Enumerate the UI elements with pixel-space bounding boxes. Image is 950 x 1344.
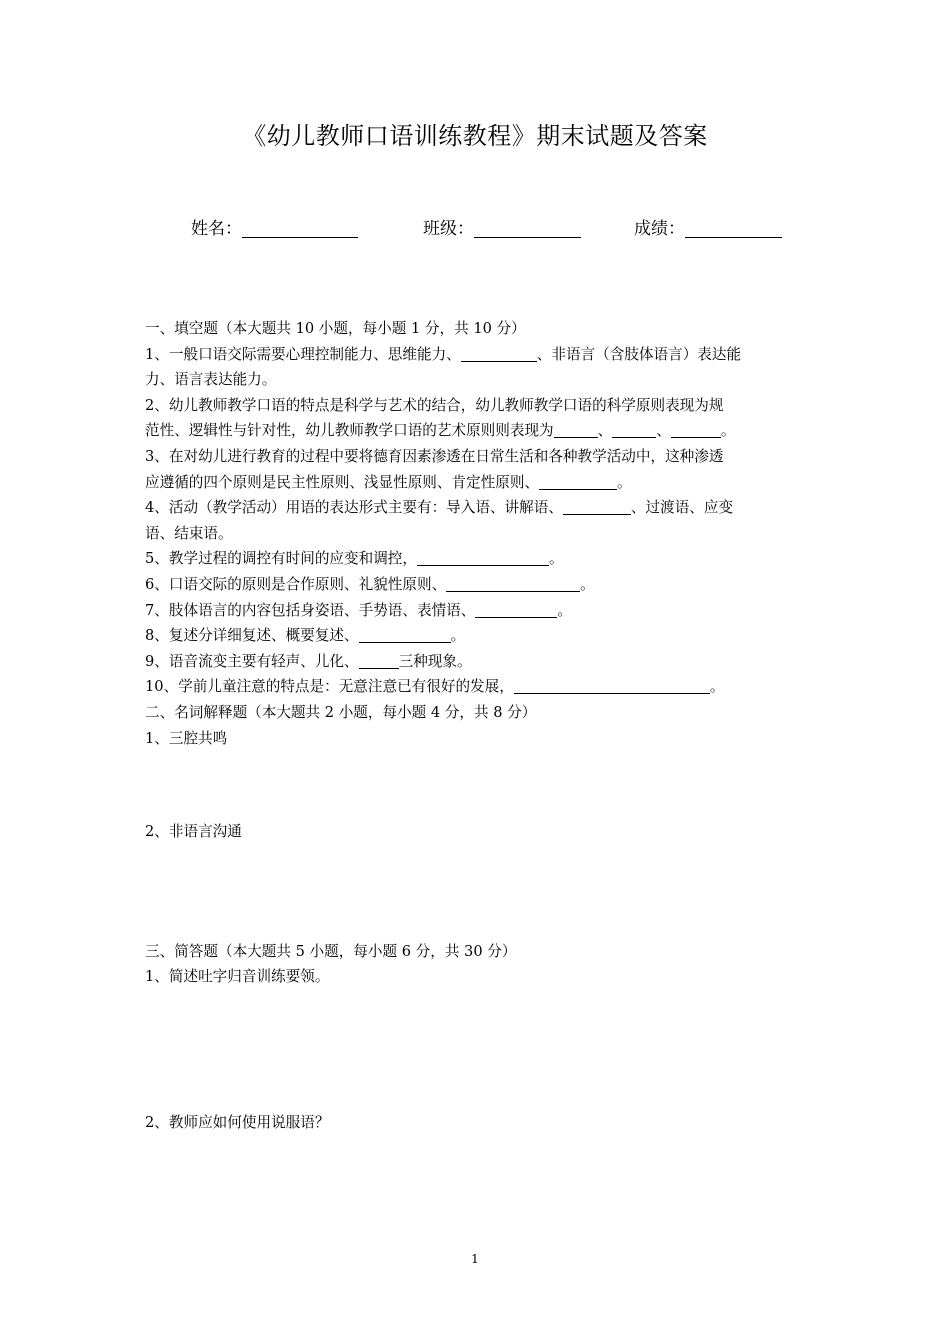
question-text: 范性、逻辑性与针对性，幼儿教师教学口语的艺术原则则表现为 (145, 422, 554, 440)
answer-space[interactable] (145, 990, 810, 1110)
question-text: 7、肢体语言的内容包括身姿语、手势语、表情语、 (145, 601, 476, 619)
question-2-cont (145, 418, 810, 444)
question-text: 1、一般口语交际需要心理控制能力、思维能力、 (145, 345, 461, 363)
name-blank[interactable] (242, 219, 358, 238)
question-3: 3、在对幼儿进行教育的过程中要将德育因素渗透在日常生活和各种教学活动中，这种渗透 (145, 447, 724, 465)
answer-blank[interactable] (554, 420, 598, 438)
separator: 、 (597, 422, 613, 440)
answer-blank[interactable] (612, 420, 656, 438)
class-blank[interactable] (474, 219, 581, 238)
question-1-cont: 力、语言表达能力。 (145, 371, 277, 389)
answer-blank[interactable] (417, 548, 549, 566)
question-text: 应遵循的四个原则是民主性原则、浅显性原则、肯定性原则、 (145, 473, 540, 491)
section-2-heading: 二、名词解释题（本大题共 2 小题，每小题 4 分，共 8 分） (145, 703, 537, 721)
question-1 (145, 342, 810, 368)
name-label: 姓名： (191, 219, 242, 239)
section-3-heading: 三、简答题（本大题共 5 小题，每小题 6 分，共 30 分） (145, 942, 517, 960)
exam-content (145, 316, 810, 1135)
question-text: 4、活动（教学活动）用语的表达形式主要有：导入语、讲解语、 (145, 499, 563, 517)
separator: 、 (656, 422, 671, 440)
class-label: 班级： (423, 219, 474, 239)
question-text: 三种现象。 (398, 652, 472, 670)
question-10 (145, 674, 810, 700)
period: 。 (720, 422, 736, 440)
answer-blank[interactable] (359, 625, 451, 643)
period: 。 (617, 473, 632, 491)
short-answer-2: 2、教师应如何使用说服语？ (145, 1113, 330, 1131)
short-answer-1: 1、简述吐字归音训练要领。 (145, 968, 330, 986)
period: 。 (548, 550, 564, 568)
question-text: 9、语音流变主要有轻声、儿化、 (145, 652, 359, 670)
class-field (423, 214, 581, 239)
section-1-heading: 一、填空题（本大题共 10 小题，每小题 1 分，共 10 分） (145, 320, 526, 337)
name-field (191, 214, 358, 239)
answer-blank[interactable] (514, 676, 710, 694)
question-text: 、非语言（含肢体语言）表达能 (536, 345, 742, 363)
question-text: 5、教学过程的调控有时间的应变和调控， (145, 550, 417, 568)
question-3-cont (145, 470, 810, 496)
period: 。 (580, 575, 595, 593)
document-title: 《幼儿教师口语训练教程》期末试题及答案 (242, 122, 708, 150)
question-text: 10、学前儿童注意的特点是：无意注意已有很好的发展， (145, 678, 514, 696)
question-6 (145, 572, 810, 598)
question-9 (145, 649, 810, 675)
answer-blank[interactable] (475, 600, 557, 618)
answer-blank[interactable] (563, 497, 631, 515)
page-number: 1 (471, 1252, 479, 1266)
answer-blank[interactable] (359, 651, 399, 669)
answer-space[interactable] (145, 845, 810, 939)
question-text: 6、口语交际的原则是合作原则、礼貌性原则、 (145, 575, 447, 593)
period: 。 (557, 601, 572, 619)
answer-blank[interactable] (539, 472, 617, 490)
question-8 (145, 623, 810, 649)
question-7 (145, 598, 810, 624)
period: 。 (450, 627, 466, 645)
answer-blank[interactable] (446, 574, 580, 592)
term-question-2: 2、非语言沟通 (145, 823, 242, 841)
answer-blank[interactable] (461, 344, 537, 362)
question-text: 、过渡语、应变 (630, 499, 734, 517)
question-4 (145, 495, 810, 521)
question-5 (145, 546, 810, 572)
answer-space[interactable] (145, 751, 810, 819)
score-label: 成绩： (634, 219, 685, 239)
score-field (634, 214, 782, 239)
question-text: 8、复述分详细复述、概要复述、 (145, 627, 359, 645)
period: 。 (709, 678, 725, 696)
question-4-cont: 语、结束语。 (145, 524, 233, 542)
student-info-row (0, 214, 950, 244)
term-question-1: 1、三腔共鸣 (145, 729, 228, 747)
question-2: 2、幼儿教师教学口语的特点是科学与艺术的结合，幼儿教师教学口语的科学原则表现为规 (145, 396, 724, 414)
score-blank[interactable] (685, 219, 782, 238)
answer-blank[interactable] (671, 420, 721, 438)
